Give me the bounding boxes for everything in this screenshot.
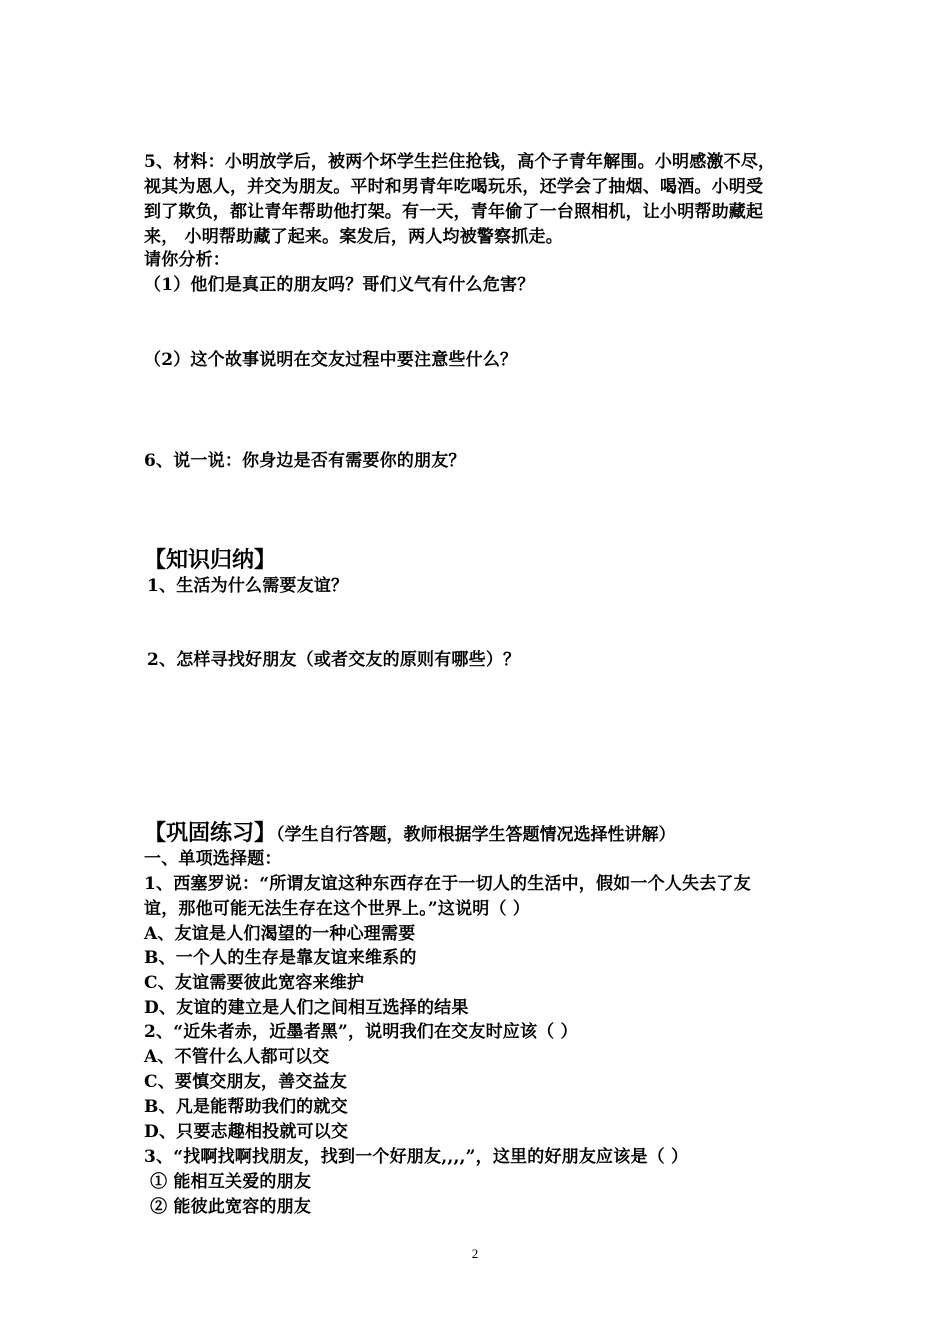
q5-line-2: 视其为恩人，并交为朋友。平时和男青年吃喝玩乐，还学会了抽烟、喝酒。小明受 bbox=[144, 177, 764, 197]
q1-option-a: A、友谊是人们渴望的一种心理需要 bbox=[144, 924, 416, 944]
q3-option-2: ② 能彼此宽容的朋友 bbox=[144, 1197, 312, 1217]
q5-line-1: 5、材料：小明放学后，被两个坏学生拦住抢钱，高个子青年解围。小明感激不尽， bbox=[144, 152, 776, 172]
practice-title: 【巩固练习】 bbox=[144, 820, 277, 846]
knowledge-heading: 【知识归纳】 bbox=[144, 547, 277, 573]
q2-stem: 2、“近朱者赤，近墨者黑”，说明我们在交友时应该（ ） bbox=[144, 1022, 578, 1042]
q3-option-1: ① 能相互关爱的朋友 bbox=[144, 1172, 312, 1192]
knowledge-q2: 2、怎样寻找好朋友（或者交友的原则有哪些）？ bbox=[147, 650, 521, 670]
q2-option-2: C、要慎交朋友，善交益友 bbox=[144, 1072, 347, 1092]
q5-line-3: 到了欺负，都让青年帮助他打架。有一天，青年偷了一台照相机，让小明帮助藏起 bbox=[144, 202, 764, 222]
q5-sub2: （2）这个故事说明在交友过程中要注意些什么？ bbox=[144, 350, 518, 370]
q3-stem: 3、“找啊找啊找朋友，找到一个好朋友,,,,”，这里的好朋友应该是（ ） bbox=[144, 1147, 689, 1167]
q5-sub1: （1）他们是真正的朋友吗？哥们义气有什么危害？ bbox=[144, 275, 535, 295]
knowledge-q1: 1、生活为什么需要友谊？ bbox=[147, 576, 349, 596]
q1-stem-line-1: 1、西塞罗说：“所谓友谊这种东西存在于一切人的生活中，假如一个人失去了友 bbox=[144, 874, 751, 894]
q1-option-d: D、友谊的建立是人们之间相互选择的结果 bbox=[144, 998, 469, 1018]
q1-option-c: C、友谊需要彼此宽容来维护 bbox=[144, 973, 365, 993]
practice-note: （学生自行答题，教师根据学生答题情况选择性讲解） bbox=[276, 825, 676, 845]
page-number: 2 bbox=[471, 1246, 479, 1261]
q2-option-3: B、凡是能帮助我们的就交 bbox=[144, 1097, 348, 1117]
q2-option-4: D、只要志趣相投就可以交 bbox=[144, 1122, 349, 1142]
q5-prompt: 请你分析： bbox=[144, 250, 230, 270]
q1-option-b: B、一个人的生存是靠友谊来维系的 bbox=[144, 948, 417, 968]
practice-heading bbox=[144, 819, 676, 849]
practice-section: 一、单项选择题： bbox=[144, 849, 282, 869]
q2-option-1: A、不管什么人都可以交 bbox=[144, 1047, 330, 1067]
q1-stem-line-2: 谊，那他可能无法生存在这个世界上。”这说明（ ） bbox=[144, 899, 530, 919]
q5-line-4: 来， 小明帮助藏了起来。案发后，两人均被警察抓走。 bbox=[144, 227, 563, 247]
q6: 6、说一说：你身边是否有需要你的朋友？ bbox=[144, 451, 466, 471]
